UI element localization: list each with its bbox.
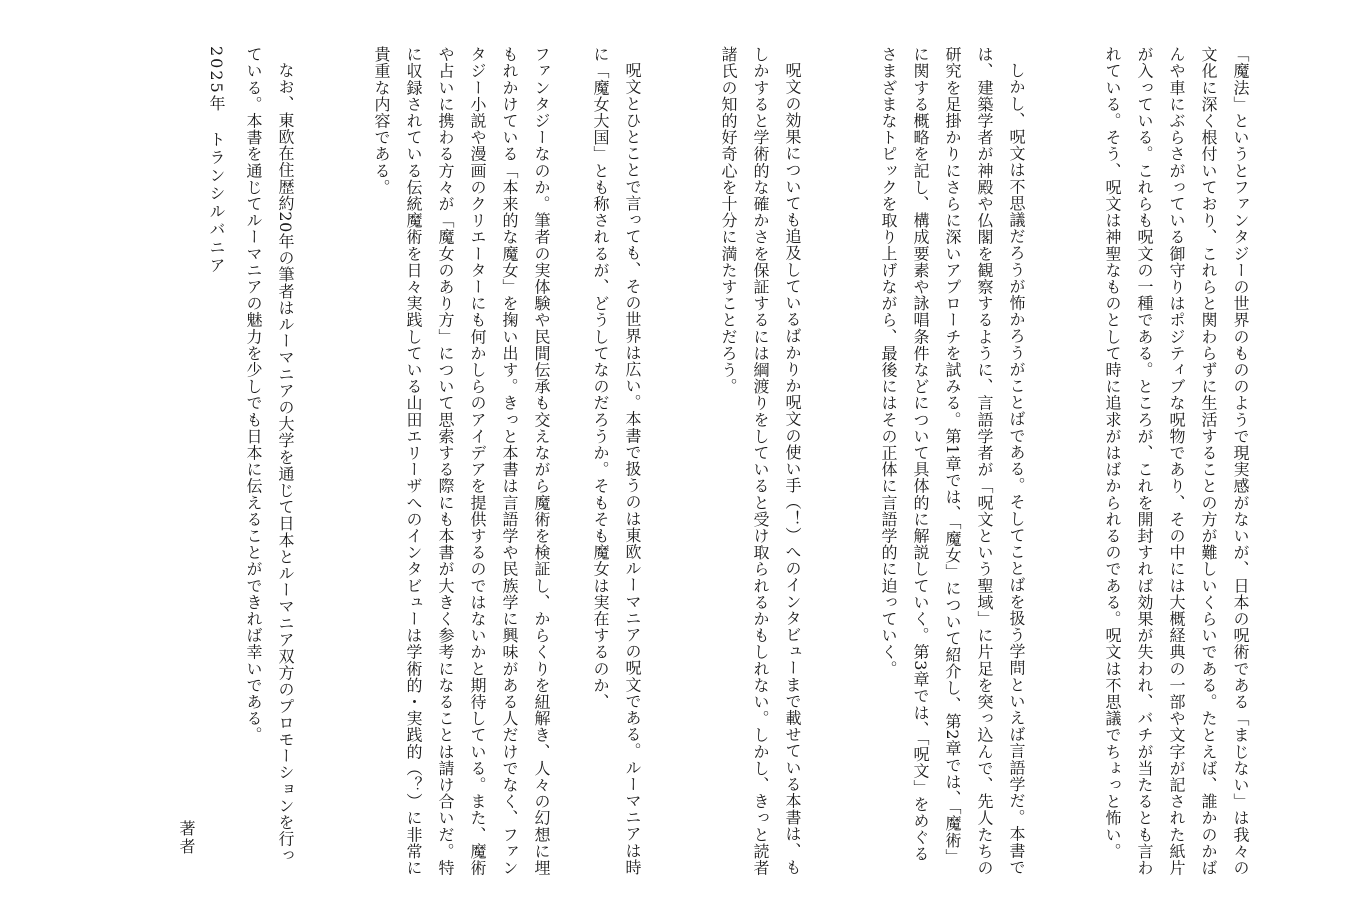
paragraph: 呪文の効果についても追及しているばかりか呪文の使い手（！）へのインタビューまで載せている本書は、もしかすると学術的な確かさを保証するには綱渡りをしていると受け取られるかもしれない。しかし、きっと読者諸氏の知的好奇心を十分に満たすことだろう。	[719, 46, 802, 876]
right-page	[591, 0, 1362, 916]
paragraph: ファンタジーなのか。筆者の実体験や民間伝承も交えながら魔術を検証し、からくりを紐解き、人々の幻想に埋もれかけている「本来的な魔女」を掬い出す。きっと本書は言語学や民族学に興味がある人だけでなく、ファンタジー小説や漫画のクリエーターにも何かしらのアイデアを提供するのではないかと期待している。また、魔術や占いに携わる方々が「魔女のあり方」について思索する際にも本書が大きく参考になることは請け合いだ。特に収録されている伝統魔術を日々実践している山田エリーザへのインタビューは学術的・実践的（？）に非常に貴重な内容である。	[372, 46, 551, 876]
left-page-body	[171, 46, 621, 876]
paragraph: なお、東欧在住歴約20年の筆者はルーマニアの大学を通じて日本とルーマニア双方のプロモーションを行っている。本書を通じてルーマニアの魅力を少しでも日本に伝えることができれば幸いである。	[244, 46, 295, 864]
paragraph: しかし、呪文は不思議だろうが怖かろうがことばである。そしてことばを扱う学問といえば言語学だ。本書では、建築学者が神殿や仏閣を観察するように、言語学者が「呪文という聖域」に片足を突っ込んで、先人たちの研究を足掛かりにさらに深いアプローチを試みる。第1章では、「魔女」について紹介し、第2章では、「魔術」に関する概略を記し、構成要素や詠唱条件などについて具体的に解説していく。第3章では、「呪文」をめぐるさまざまなトピックを取り上げながら、最後にはその正体に言語学的に迫っていく。	[879, 46, 1026, 876]
paragraph: 「魔法」というとファンタジーの世界のもののようで現実感がないが、日本の呪術である「まじない」は我々の文化に深く根付いており、これらと関わらずに生活することの方が難しいくらいである。たとえば、誰かのかばんや車にぶらさがっている御守りはポジティブな呪物であり、その中には大概経典の一部や文字が記された紙片が入っている。これらも呪文の一種である。ところが、これを開封すれば効果が失われ、バチが当たるとも言われている。そう、呪文は神聖なものとして時に追求がはばかられるのである。呪文は不思議でちょっと怖い。	[1103, 46, 1250, 876]
right-page-body	[591, 46, 1320, 876]
author-signoff: 著者	[177, 820, 196, 856]
date-location-line: 2025年 トランシルバニア	[207, 46, 226, 275]
paragraph: 呪文とひとことで言っても、その世界は広い。本書で扱うのは東欧ルーマニアの呪文である。ルーマニアは時に「魔女大国」とも称されるが、どうしてなのだろうか。そもそも魔女は実在するのか、	[591, 46, 642, 876]
